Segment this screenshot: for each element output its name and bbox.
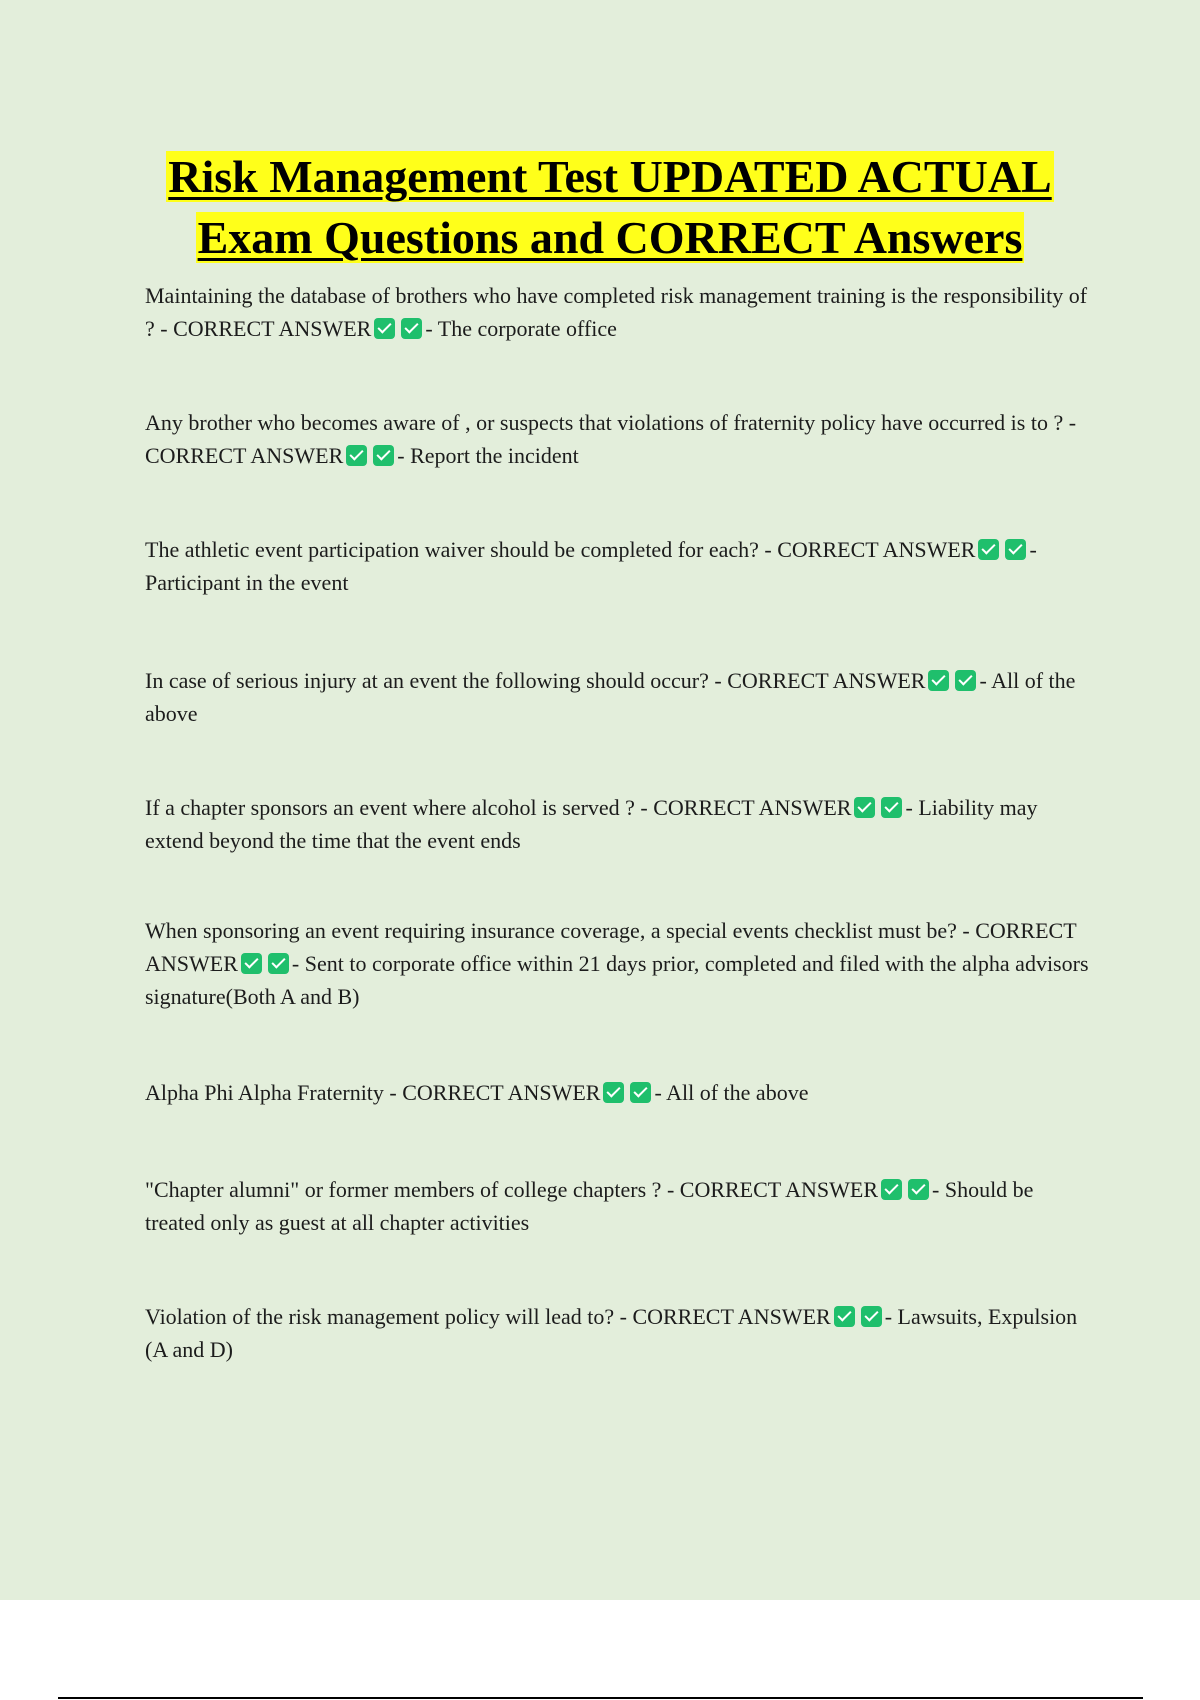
- checkmark-icon: [1005, 539, 1026, 560]
- answer-marker: - CORRECT ANSWER: [619, 1304, 831, 1329]
- question-text: If a chapter sponsors an event where alcohol is served ?: [145, 795, 635, 820]
- qa-item-1: [145, 279, 1095, 345]
- qa-item-8: [145, 1173, 1095, 1239]
- checkmark-icon: [854, 797, 875, 818]
- question-text: Violation of the risk management policy will lead to?: [145, 1304, 615, 1329]
- question-text: The athletic event participation waiver should be completed for each?: [145, 537, 759, 562]
- document-title: [130, 146, 1090, 268]
- checkmark-icon: [603, 1082, 624, 1103]
- checkmark-icon: [630, 1082, 651, 1103]
- checkmark-icon: [928, 670, 949, 691]
- qa-item-7: [145, 1076, 1095, 1109]
- checkmark-icon: [955, 670, 976, 691]
- title-line-2: Exam Questions and CORRECT Answers: [197, 212, 1023, 263]
- qa-item-2: [145, 406, 1095, 472]
- title-line-1: Risk Management Test UPDATED ACTUAL: [168, 151, 1052, 202]
- checkmark-icon: [374, 318, 395, 339]
- answer-marker: - CORRECT ANSWER: [714, 668, 926, 693]
- question-text: "Chapter alumni" or former members of college chapters ?: [145, 1177, 662, 1202]
- question-text: Alpha Phi Alpha Fraternity: [145, 1080, 384, 1105]
- answer-marker: - CORRECT ANSWER: [640, 795, 852, 820]
- checkmark-icon: [373, 445, 394, 466]
- answer-separator: -: [979, 668, 987, 693]
- answer-separator: -: [905, 795, 913, 820]
- answer-text: Participant in the event: [145, 570, 349, 595]
- answer-text: All of the above: [145, 668, 1076, 726]
- checkmark-icon: [908, 1179, 929, 1200]
- qa-item-5: [145, 791, 1095, 857]
- answer-text: Sent to corporate office within 21 days prior, completed and filed with the alpha advisors signature(Both A and B): [145, 951, 1089, 1009]
- answer-text: All of the above: [666, 1080, 809, 1105]
- question-text: Any brother who becomes aware of , or suspects that violations of fraternity policy have occurred is to ?: [145, 410, 1064, 435]
- answer-marker: - CORRECT ANSWER: [389, 1080, 601, 1105]
- question-text: Maintaining the database of brothers who have completed risk management training is the responsibility of ?: [145, 283, 1088, 341]
- answer-text: Report the incident: [410, 443, 579, 468]
- checkmark-icon: [881, 797, 902, 818]
- qa-item-6: [145, 914, 1095, 1013]
- answer-marker: - CORRECT ANSWER: [145, 918, 1077, 976]
- qa-item-4: [145, 664, 1095, 730]
- answer-text: Lawsuits, Expulsion (A and D): [145, 1304, 1078, 1362]
- answer-marker: - CORRECT ANSWER: [145, 410, 1077, 468]
- footer-divider: [58, 1697, 1143, 1699]
- answer-separator: -: [397, 443, 405, 468]
- answer-separator: -: [291, 951, 300, 976]
- answer-marker: - CORRECT ANSWER: [764, 537, 976, 562]
- checkmark-icon: [978, 539, 999, 560]
- checkmark-icon: [346, 445, 367, 466]
- checkmark-icon: [834, 1306, 855, 1327]
- checkmark-icon: [881, 1179, 902, 1200]
- answer-separator: -: [654, 1080, 662, 1105]
- checkmark-icon: [401, 318, 422, 339]
- checkmark-icon: [861, 1306, 882, 1327]
- qa-item-3: [145, 533, 1095, 599]
- question-text: When sponsoring an event requiring insurance coverage, a special events checklist must be?: [145, 918, 957, 943]
- answer-text: Should be treated only as guest at all chapter activities: [145, 1177, 1034, 1235]
- answer-separator: -: [1029, 537, 1037, 562]
- checkmark-icon: [268, 953, 289, 974]
- answer-separator: -: [884, 1304, 893, 1329]
- answer-marker: - CORRECT ANSWER: [160, 316, 372, 341]
- qa-item-9: [145, 1300, 1095, 1366]
- question-text: In case of serious injury at an event the following should occur?: [145, 668, 709, 693]
- answer-separator: -: [932, 1177, 940, 1202]
- answer-text: The corporate office: [437, 316, 617, 341]
- checkmark-icon: [241, 953, 262, 974]
- answer-marker: - CORRECT ANSWER: [666, 1177, 878, 1202]
- answer-separator: -: [425, 316, 433, 341]
- answer-text: Liability may extend beyond the time that the event ends: [145, 795, 1038, 853]
